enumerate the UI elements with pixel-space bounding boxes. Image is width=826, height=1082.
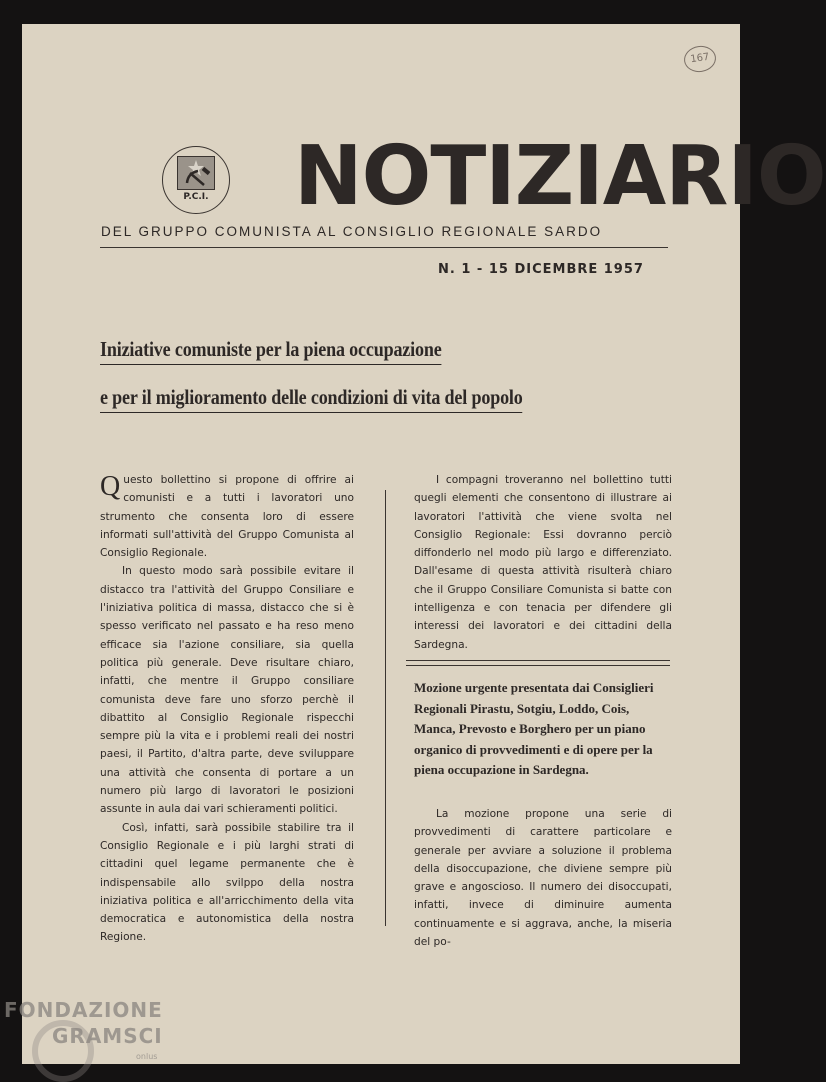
logo-text: P.C.I. (183, 192, 209, 202)
document-page (22, 24, 826, 1064)
motion-body (414, 805, 672, 951)
motion-title: Mozione urgente presentata dai Consiglieri Regionali Pirastu, Sotgiu, Loddo, Cois, Manca, Prevosto e Borghero per un piano organico di provvedimenti e di opere per la piena occupazione in Sardegna. (414, 680, 654, 777)
masthead-rule (100, 247, 668, 248)
watermark-line-1: FONDAZIONE (4, 998, 163, 1022)
masthead-title: NOTIZIARIO (294, 129, 826, 224)
archive-number: 167 (682, 44, 717, 74)
pci-logo (162, 146, 230, 214)
watermark (4, 998, 163, 1048)
headline-line-1: Iniziative comuniste per la piena occupazione (100, 337, 442, 365)
paragraph-1 (100, 471, 354, 562)
paragraph-1-text: uesto bollettino si propone di offrire ai comunisti e a tutti i lavoratori uno strumento che consenta loro di essere informati sull'attività del Gruppo Comunista al Consiglio Regionale. (100, 474, 354, 560)
masthead-subtitle: DEL GRUPPO COMUNISTA AL CONSIGLIO REGIONALE SARDO (101, 224, 603, 239)
watermark-onlus: onlus (136, 1052, 158, 1061)
left-column (100, 471, 354, 947)
headline-line-2: e per il miglioramento delle condizioni di vita del popolo (100, 385, 523, 413)
intro-paragraph: I compagni troveranno nel bollettino tutti quegli elementi che consentono di illustrare ai lavoratori l'attività che viene svolta nel Consiglio Regionale: Essi dovranno perciò diffonderlo nel modo più largo e differenziato. Dall'esame di questa attività risulterà chiaro che il Gruppo Consiliare Comunista si batte con intelligenza e con tenacia per difendere gli interessi dei lavoratori e dei cittadini della Sardegna. (414, 474, 672, 651)
column-divider (385, 490, 386, 926)
paragraph-3: Così, infatti, sarà possibile stabilire tra il Consiglio Regionale e i più larghi strati di cittadini quel legame permanente che è indispensabile allo svilppo della nostra iniziativa politica e all'arricchimento della vita democratica e autonomistica della nostra Regione. (100, 821, 354, 944)
double-rule (406, 660, 670, 666)
hammer-sickle-icon (177, 156, 215, 190)
right-column-intro (414, 471, 672, 654)
watermark-line-2: GRAMSCI (52, 1024, 163, 1048)
drop-cap: Q (100, 471, 121, 502)
motion-paragraph: La mozione propone una serie di provvedimenti di carattere particolare e generale per avviare a soluzione il problema della disoccupazione, che diviene sempre più grave e angoscioso. Il numero dei disoccupati, infatti, invece di diminuire aumenta continuamente e si aggrava, anche, la miseria del po- (414, 808, 672, 949)
paragraph-2: In questo modo sarà possibile evitare il distacco tra l'attività del Gruppo Consiliare e l'iniziativa politica di massa, distacco che si è spesso verificato nel passato e ha reso meno efficace sia l'azione consiliare, sia quella politica più generale. Deve risultare chiaro, infatti, che mentre il Gruppo consiliare comunista deve fare uno sforzo perchè il dibattito al Consiglio Regionale rispecchi sempre più la vita e i problemi reali dei nostri paesi, il Partito, d'altra parte, deve sviluppare una attività che consenta di portare a un numero più largo di lavoratori le posizioni assunte in aula dai vari schieramenti politici. (100, 565, 354, 816)
issue-line: N. 1 - 15 DICEMBRE 1957 (438, 262, 644, 277)
